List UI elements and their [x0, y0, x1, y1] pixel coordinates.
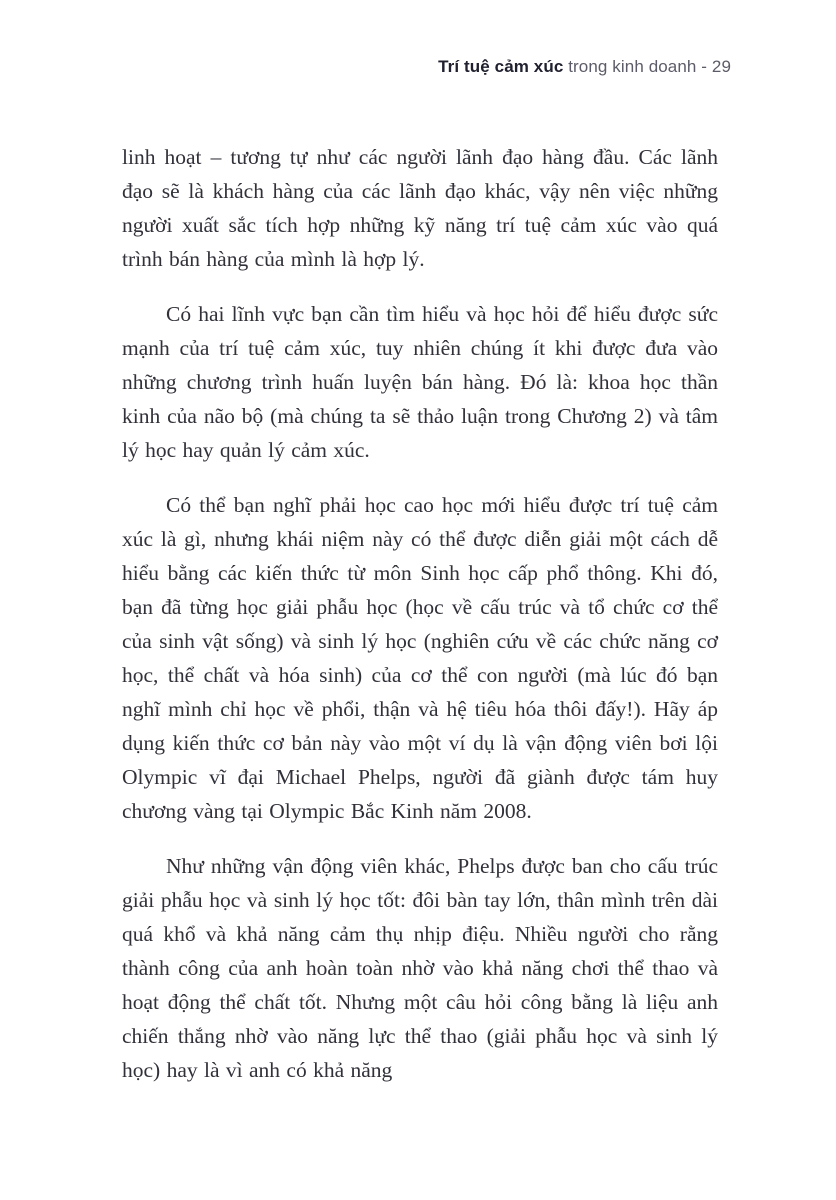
running-header-separator: - [696, 57, 712, 76]
paragraph: Như những vận động viên khác, Phelps được ban cho cấu trúc giải phẫu học và sinh lý học tốt: đôi bàn tay lớn, thân mình trên dài quá khổ và khả năng cảm thụ nhịp điệu. Nhiều người cho rằng thành công của anh hoàn toàn nhờ vào khả năng chơi thể thao và hoạt động thể chất tốt. Nhưng một câu hỏi công bằng là liệu anh chiến thắng nhờ vào năng lực thể thao (giải phẫu học và sinh lý học) hay là vì anh có khả năng [122, 854, 718, 1082]
running-header-book-title: Trí tuệ cảm xúc [438, 57, 564, 76]
running-header-subtitle: trong kinh doanh [563, 57, 697, 76]
paragraph: Có hai lĩnh vực bạn cần tìm hiểu và học hỏi để hiểu được sức mạnh của trí tuệ cảm xúc, tuy nhiên chúng ít khi được đưa vào những chương trình huấn luyện bán hàng. Đó là: khoa học thần kinh của não bộ (mà chúng ta sẽ thảo luận trong Chương 2) và tâm lý học hay quản lý cảm xúc. [122, 302, 718, 462]
paragraph: Có thể bạn nghĩ phải học cao học mới hiểu được trí tuệ cảm xúc là gì, nhưng khái niệm này có thể được diễn giải một cách dễ hiểu bằng các kiến thức từ môn Sinh học cấp phổ thông. Khi đó, bạn đã từng học giải phẫu học (học về cấu trúc và tổ chức cơ thể của sinh vật sống) và sinh lý học (nghiên cứu về các chức năng cơ học, thể chất và hóa sinh) của cơ thể con người (mà lúc đó bạn nghĩ mình chỉ học về phổi, thận và hệ tiêu hóa thôi đấy!). Hãy áp dụng kiến thức cơ bản này vào một ví dụ là vận động viên bơi lội Olympic vĩ đại Michael Phelps, người đã giành được tám huy chương vàng tại Olympic Bắc Kinh năm 2008. [122, 493, 718, 823]
page-number: 29 [711, 57, 731, 76]
running-header [438, 57, 731, 77]
paragraph-continued: linh hoạt – tương tự như các người lãnh đạo hàng đầu. Các lãnh đạo sẽ là khách hàng của các lãnh đạo khác, vậy nên việc những người xuất sắc tích hợp những kỹ năng trí tuệ cảm xúc vào quá trình bán hàng của mình là hợp lý. [122, 145, 718, 271]
body-text [122, 140, 718, 1108]
